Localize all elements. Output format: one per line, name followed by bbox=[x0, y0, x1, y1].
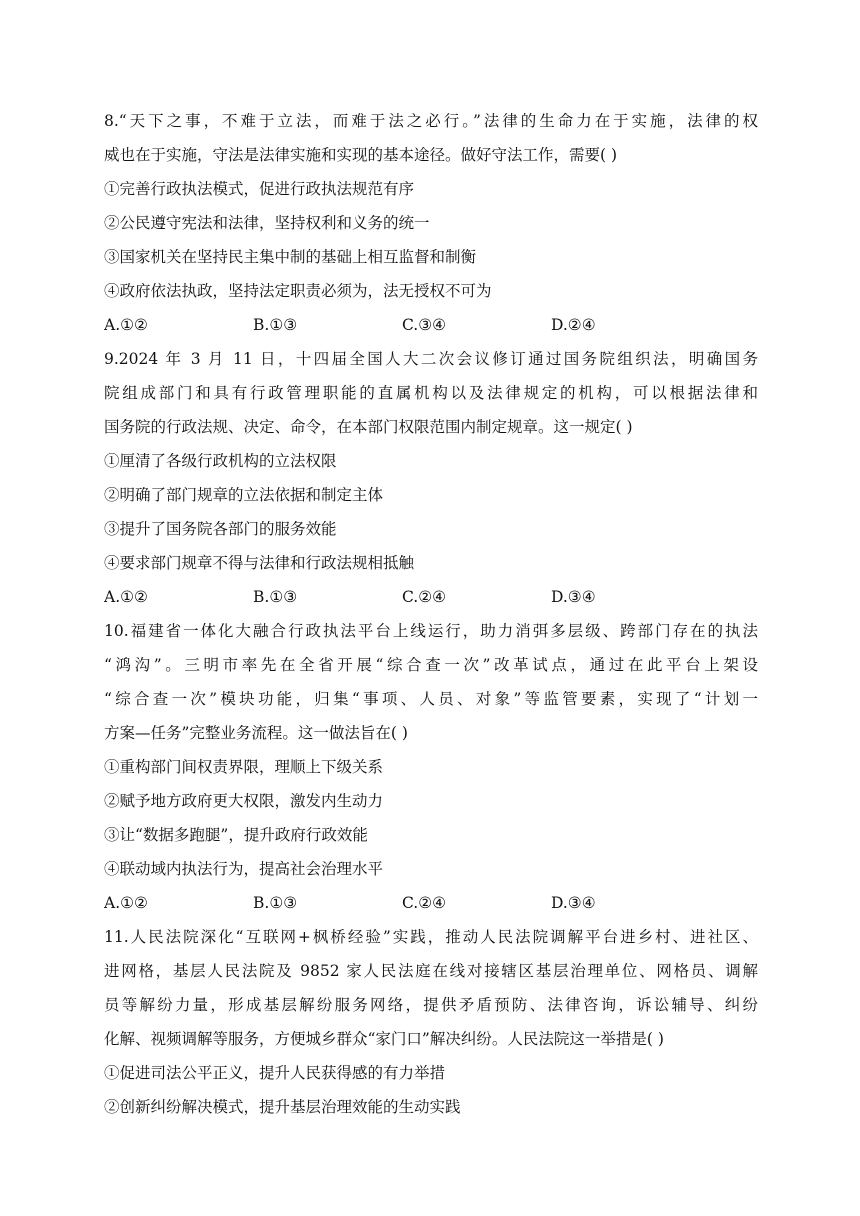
question-stem-line: 国务院的行政法规、决定、命令，在本部门权限范围内制定规章。这一规定( ) bbox=[104, 418, 633, 436]
statement-item: ①厘清了各级行政机构的立法权限 bbox=[104, 452, 337, 470]
statement-item: ②公民遵守宪法和法律，坚持权利和义务的统一 bbox=[104, 214, 430, 232]
question-11 bbox=[104, 920, 758, 1124]
statement-item: ③提升了国务院各部门的服务效能 bbox=[104, 520, 337, 538]
question-stem-line: 进网格，基层人民法院及 9852 家人民法庭在线对接辖区基层治理单位、网格员、调解 bbox=[104, 962, 758, 980]
statement-item: ①重构部门间权责界限，理顺上下级关系 bbox=[104, 758, 384, 776]
answer-options bbox=[104, 308, 758, 342]
answer-options bbox=[104, 886, 758, 920]
question-stem-line: 10.福建省一体化大融合行政执法平台上线运行，助力消弭多层级、跨部门存在的执法 bbox=[104, 622, 758, 640]
statement-item: ③国家机关在坚持民主集中制的基础上相互监督和制衡 bbox=[104, 248, 477, 266]
question-8 bbox=[104, 104, 758, 342]
question-stem-line: 11.人民法院深化“互联网+枫桥经验”实践，推动人民法院调解平台进乡村、进社区、 bbox=[104, 928, 758, 946]
question-stem-line: 9.2024 年 3 月 11 日，十四届全国人大二次会议修订通过国务院组织法，明确国务 bbox=[104, 350, 758, 368]
question-9 bbox=[104, 342, 758, 614]
question-stem-line: 院组成部门和具有行政管理职能的直属机构以及法律规定的机构，可以根据法律和 bbox=[104, 384, 758, 402]
question-stem-line: “鸿沟”。三明市率先在全省开展“综合查一次”改革试点，通过在此平台上架设 bbox=[104, 656, 758, 674]
option-b: B.①③ bbox=[253, 588, 298, 606]
question-stem-line: “综合查一次”模块功能，归集“事项、人员、对象”等监管要素，实现了“计划一 bbox=[104, 690, 758, 708]
option-c: C.③④ bbox=[402, 316, 447, 334]
option-c: C.②④ bbox=[402, 894, 447, 912]
statement-item: ①促进司法公平正义，提升人民获得感的有力举措 bbox=[104, 1064, 446, 1082]
question-10 bbox=[104, 614, 758, 920]
question-stem-line: 方案—任务”完整业务流程。这一做法旨在( ) bbox=[104, 724, 408, 742]
statement-item: ②创新纠纷解决模式，提升基层治理效能的生动实践 bbox=[104, 1098, 461, 1116]
statement-item: ①完善行政执法模式，促进行政执法规范有序 bbox=[104, 180, 415, 198]
option-a: A.①② bbox=[104, 316, 148, 334]
statement-item: ②明确了部门规章的立法依据和制定主体 bbox=[104, 486, 384, 504]
statement-item: ④要求部门规章不得与法律和行政法规相抵触 bbox=[104, 554, 415, 572]
question-stem-line: 8.“天下之事，不难于立法，而难于法之必行。”法律的生命力在于实施，法律的权 bbox=[104, 112, 758, 130]
option-b: B.①③ bbox=[253, 894, 298, 912]
option-b: B.①③ bbox=[253, 316, 298, 334]
question-stem-line: 员等解纷力量，形成基层解纷服务网络，提供矛盾预防、法律咨询，诉讼辅导、纠纷 bbox=[104, 996, 758, 1014]
statement-item: ②赋予地方政府更大权限，激发内生动力 bbox=[104, 792, 384, 810]
option-d: D.②④ bbox=[551, 316, 596, 334]
question-stem-line: 威也在于实施，守法是法律实施和实现的基本途径。做好守法工作，需要( ) bbox=[104, 146, 618, 164]
question-stem-line: 化解、视频调解等服务，方便城乡群众“家门口”解决纠纷。人民法院这一举措是( ) bbox=[104, 1030, 664, 1048]
statement-item: ③让“数据多跑腿”，提升政府行政效能 bbox=[104, 826, 368, 844]
answer-options bbox=[104, 580, 758, 614]
option-a: A.①② bbox=[104, 588, 148, 606]
statement-item: ④联动域内执法行为，提高社会治理水平 bbox=[104, 860, 384, 878]
option-a: A.①② bbox=[104, 894, 148, 912]
option-c: C.②④ bbox=[402, 588, 447, 606]
question-list bbox=[104, 104, 758, 1124]
option-d: D.③④ bbox=[551, 894, 596, 912]
option-d: D.③④ bbox=[551, 588, 596, 606]
statement-item: ④政府依法执政，坚持法定职责必须为，法无授权不可为 bbox=[104, 282, 492, 300]
